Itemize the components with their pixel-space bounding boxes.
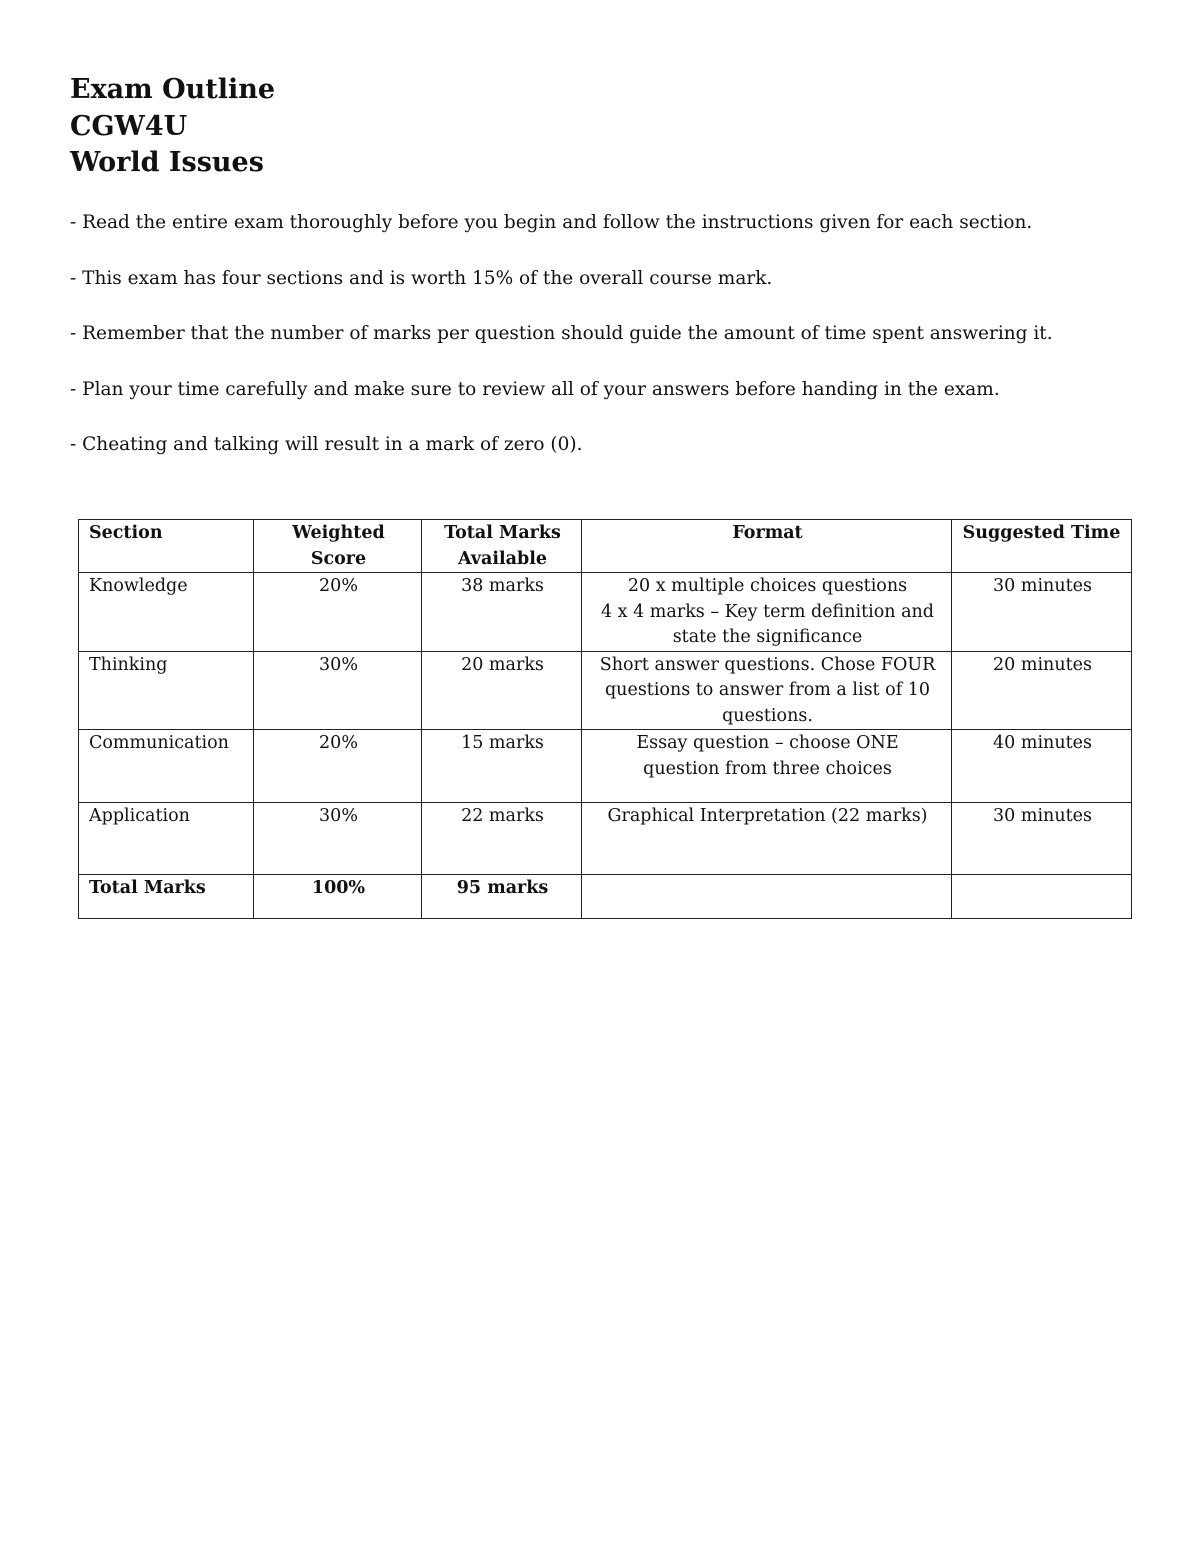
exam-outline-table: [78, 519, 1132, 919]
header-suggested-time: Suggested Time: [952, 520, 1132, 573]
total-time: [952, 875, 1132, 919]
instruction-item: - Plan your time carefully and make sure to review all of your answers before handing in the exam.: [70, 378, 1000, 400]
cell-format: Essay question – choose ONE question from three choices: [582, 730, 952, 803]
document-title: Exam Outline: [70, 74, 276, 105]
cell-section: Thinking: [79, 651, 254, 730]
instructions-list: [70, 208, 1170, 486]
instruction-item: - Read the entire exam thoroughly before you begin and follow the instructions given for each section.: [70, 212, 1033, 233]
cell-format: 20 x multiple choices questions 4 x 4 marks – Key term definition and state the significance: [582, 573, 952, 652]
cell-weight: 20%: [254, 573, 422, 652]
header-weighted-score: Weighted Score: [254, 520, 422, 573]
cell-marks: 38 marks: [422, 573, 582, 652]
cell-marks: 15 marks: [422, 730, 582, 803]
instruction-item: - This exam has four sections and is worth 15% of the overall course mark.: [70, 267, 773, 289]
table-row: [79, 573, 1132, 652]
cell-marks: 22 marks: [422, 803, 582, 875]
course-code: CGW4U: [70, 110, 188, 142]
cell-weight: 30%: [254, 803, 422, 875]
table-header-row: [79, 520, 1132, 573]
instruction-item: - Cheating and talking will result in a mark of zero (0).: [70, 434, 583, 455]
total-marks: 95 marks: [422, 875, 582, 919]
instruction-item: - Remember that the number of marks per question should guide the amount of time spent answering it.: [70, 323, 1053, 344]
cell-time: 40 minutes: [952, 730, 1132, 803]
cell-weight: 30%: [254, 651, 422, 730]
total-weight: 100%: [254, 875, 422, 919]
cell-time: 30 minutes: [952, 803, 1132, 875]
table-total-row: [79, 875, 1132, 919]
cell-time: 20 minutes: [952, 651, 1132, 730]
cell-time: 30 minutes: [952, 573, 1132, 652]
cell-section: Knowledge: [79, 573, 254, 652]
cell-marks: 20 marks: [422, 651, 582, 730]
cell-weight: 20%: [254, 730, 422, 803]
total-label: Total Marks: [79, 875, 254, 919]
table-row: [79, 803, 1132, 875]
header-format: Format: [582, 520, 952, 573]
cell-format: Short answer questions. Chose FOUR questions to answer from a list of 10 questions.: [582, 651, 952, 730]
course-name: World Issues: [70, 147, 264, 178]
cell-format: Graphical Interpretation (22 marks): [582, 803, 952, 875]
header-total-marks: Total Marks Available: [422, 520, 582, 573]
total-format: [582, 875, 952, 919]
table-row: [79, 651, 1132, 730]
cell-section: Application: [79, 803, 254, 875]
cell-section: Communication: [79, 730, 254, 803]
title-block: [70, 72, 275, 182]
header-section: Section: [79, 520, 254, 573]
table-row: [79, 730, 1132, 803]
